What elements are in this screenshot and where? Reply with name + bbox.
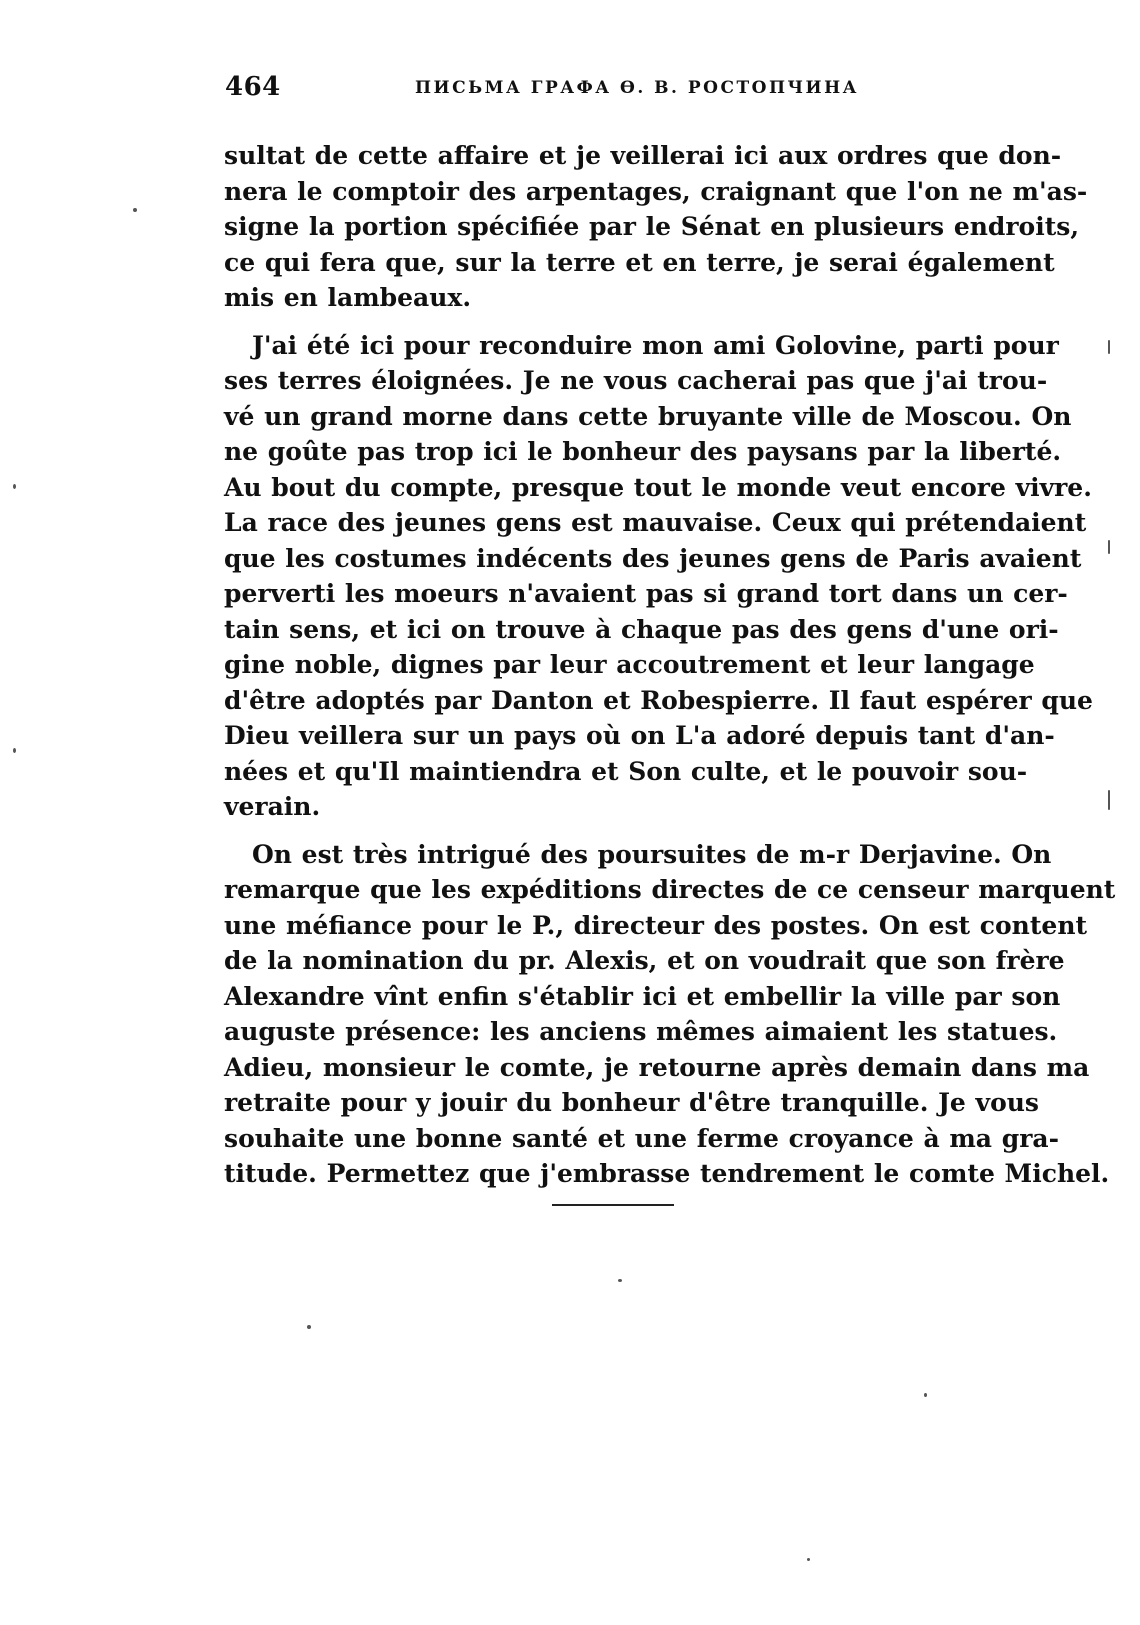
text-line: souhaite une bonne santé et une ferme croyance à ma gra- bbox=[224, 1123, 1059, 1153]
text-line: retraite pour y jouir du bonheur d'être tranquille. Je vous bbox=[224, 1088, 1039, 1117]
text-line: Adieu, monsieur le comte, je retourne après demain dans ma bbox=[224, 1052, 1090, 1082]
end-rule bbox=[552, 1204, 674, 1206]
letter-body bbox=[224, 138, 1116, 1192]
paragraph-gap bbox=[224, 825, 1004, 837]
text-line: tain sens, et ici on trouve à chaque pas des gens d'une ori- bbox=[224, 614, 1059, 644]
paragraph-gap bbox=[224, 316, 1004, 328]
text-line: La race des jeunes gens est mauvaise. Ceux qui prétendaient bbox=[224, 508, 1087, 537]
scan-speck bbox=[924, 1393, 927, 1397]
text-line: d'être adoptés par Danton et Robespierre. Il faut espérer que bbox=[224, 685, 1093, 715]
scan-speck bbox=[807, 1558, 810, 1561]
text-line: nera le comptoir des arpentages, craignant que l'on ne m'as- bbox=[224, 176, 1088, 206]
text-line: perverti les moeurs n'avaient pas si grand tort dans un cer- bbox=[224, 579, 1068, 608]
text-line: verain. bbox=[224, 792, 321, 821]
text-line: de la nomination du pr. Alexis, et on voudrait que son frère bbox=[224, 946, 1065, 975]
text-line: ses terres éloignées. Je ne vous cacherai pas que j'ai trou- bbox=[224, 366, 1048, 395]
text-line: J'ai été ici pour reconduire mon ami Golovine, parti pour bbox=[252, 330, 1059, 360]
text-line: mis en lambeaux. bbox=[224, 283, 472, 312]
text-line: ne goûte pas trop ici le bonheur des paysans par la liberté. bbox=[224, 437, 1062, 466]
text-line: titude. Permettez que j'embrasse tendrement le comte Michel. bbox=[224, 1159, 1110, 1188]
text-line: une méfiance pour le P., directeur des postes. On est content bbox=[224, 910, 1088, 940]
page-number: 464 bbox=[225, 72, 281, 102]
text-line: Alexandre vînt enfin s'établir ici et embellir la ville par son bbox=[224, 981, 1061, 1011]
scan-speck bbox=[1108, 790, 1110, 810]
scan-speck bbox=[1108, 540, 1110, 554]
text-line: vé un grand morne dans cette bruyante ville de Moscou. On bbox=[224, 401, 1072, 431]
text-line: Dieu veillera sur un pays où on L'a adoré depuis tant d'an- bbox=[224, 721, 1055, 750]
scan-speck bbox=[13, 484, 16, 489]
text-line: gine noble, dignes par leur accoutrement et leur langage bbox=[224, 650, 1035, 679]
scan-speck bbox=[618, 1279, 622, 1282]
text-line: signe la portion spécifiée par le Sénat en plusieurs endroits, bbox=[224, 212, 1080, 241]
text-line: ce qui fera que, sur la terre et en terre, je serai également bbox=[224, 247, 1055, 277]
scan-speck bbox=[307, 1325, 311, 1329]
scan-speck bbox=[133, 208, 137, 212]
text-line: Au bout du compte, presque tout le monde veut encore vivre. bbox=[224, 472, 1092, 502]
text-line: remarque que les expéditions directes de ce censeur marquent bbox=[224, 875, 1116, 904]
text-line: nées et qu'Il maintiendra et Son culte, et le pouvoir sou- bbox=[224, 756, 1028, 786]
scan-speck bbox=[13, 748, 16, 753]
running-title: ПИСЬМА ГРАФА Ѳ. В. РОСТОПЧИНА bbox=[415, 78, 859, 98]
text-line: On est très intrigué des poursuites de m-r Derjavine. On bbox=[252, 839, 1052, 869]
text-line: que les costumes indécents des jeunes gens de Paris avaient bbox=[224, 543, 1082, 573]
text-line: auguste présence: les anciens mêmes aimaient les statues. bbox=[224, 1017, 1058, 1046]
scan-speck bbox=[1108, 340, 1110, 354]
text-line: sultat de cette affaire et je veillerai ici aux ordres que don- bbox=[224, 141, 1062, 170]
running-head bbox=[225, 72, 1005, 112]
